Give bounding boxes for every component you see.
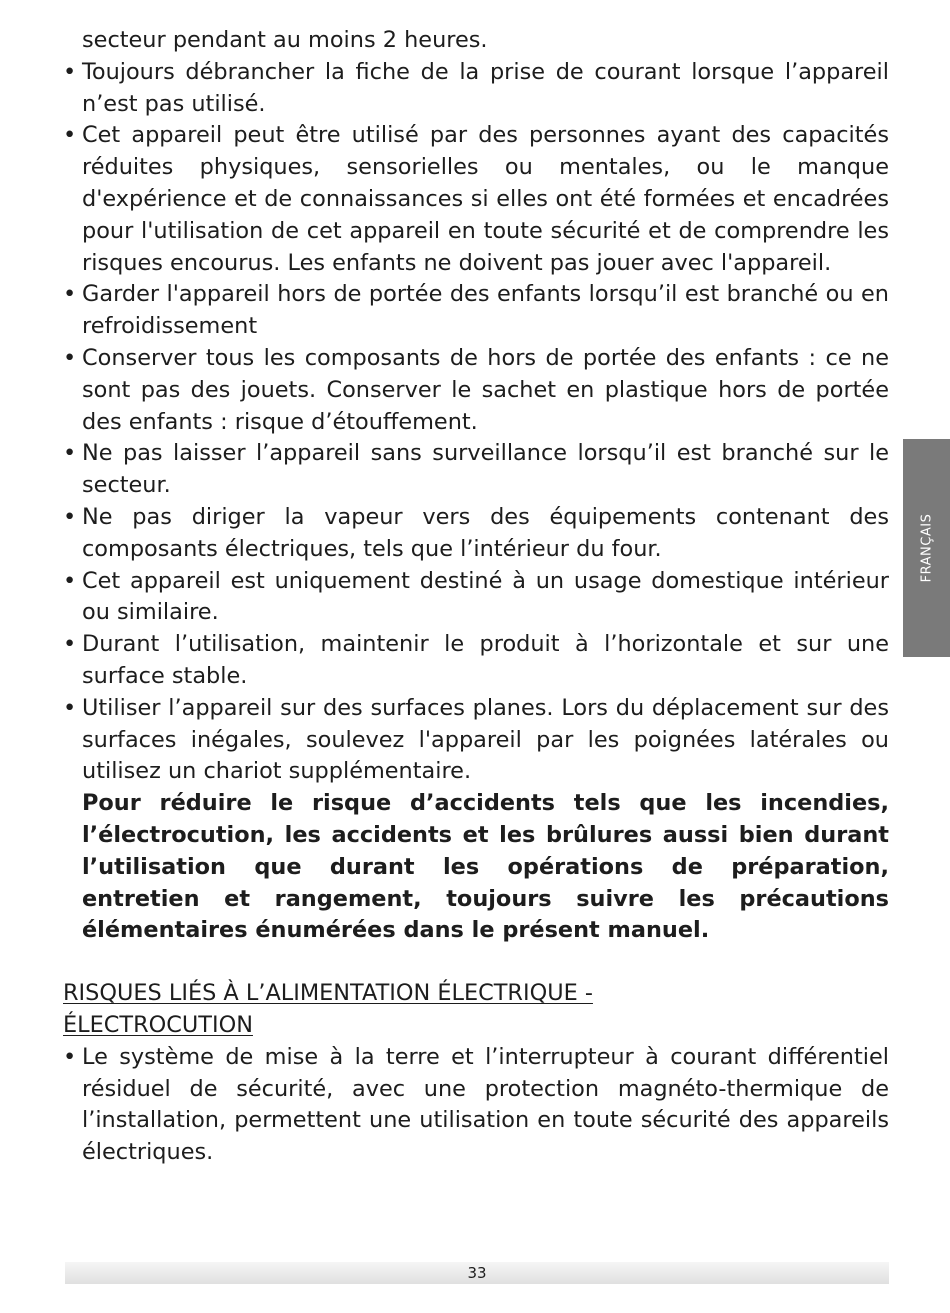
continued-text: secteur pendant au moins 2 heures.: [82, 27, 488, 53]
list-item: • Conserver tous les composants de hors de portée des enfants : ce ne sont pas des jouets. Conserver le sachet en plastique hors de portée des enfants : risque d’étouffement.: [63, 343, 889, 438]
page-number: 33: [467, 1264, 487, 1282]
footer-bar: [65, 1262, 889, 1284]
list-item: • Toujours débrancher la fiche de la prise de courant lorsque l’appareil n’est pas utilisé.: [63, 57, 889, 121]
list-item: • Ne pas laisser l’appareil sans surveillance lorsqu’il est branché sur le secteur.: [63, 438, 889, 502]
safety-list: [63, 57, 889, 788]
list-item: • Cet appareil est uniquement destiné à un usage domestique intérieur ou similaire.: [63, 566, 889, 630]
list-item: • Garder l'appareil hors de portée des enfants lorsqu’il est branché ou en refroidissement: [63, 279, 889, 343]
electrical-risk-list: [63, 1042, 889, 1169]
list-item: • Utiliser l’appareil sur des surfaces planes. Lors du déplacement sur des surfaces inégales, soulevez l'appareil par les poignées latérales ou utilisez un chariot supplémentaire.: [63, 693, 889, 788]
list-item: • Ne pas diriger la vapeur vers des équipements contenant des composants électriques, tels que l’intérieur du four.: [63, 502, 889, 566]
warning-paragraph: Pour réduire le risque d’accidents tels que les incendies, l’électrocution, les accidents et les brûlures aussi bien durant l’utilisation que durant les opérations de préparation, entretien et rangement, toujours suivre les précautions élémentaires énumérées dans le présent manuel.: [82, 790, 889, 944]
list-item: • Le système de mise à la terre et l’interrupteur à courant différentiel résiduel de sécurité, avec une protection magnéto-thermique de l’installation, permettent une utilisation en toute sécurité des appareils électriques.: [63, 1042, 889, 1169]
page-content: [63, 25, 889, 1169]
language-tab: [903, 439, 950, 657]
list-item: • Cet appareil peut être utilisé par des personnes ayant des capacités réduites physiques, sensorielles ou mentales, ou le manque d'expérience et de connaissances si elles ont été formées et encadrées pour l'utilisation de cet appareil en toute sécurité et de comprendre les risques encourus. Les enfants ne doivent pas jouer avec l'appareil.: [63, 120, 889, 279]
section-heading: RISQUES LIÉS À L’ALIMENTATION ÉLECTRIQUE - ÉLECTROCUTION: [63, 980, 593, 1038]
language-tab-label: FRANÇAIS: [919, 513, 934, 583]
list-item: • Durant l’utilisation, maintenir le produit à l’horizontale et sur une surface stable.: [63, 629, 889, 693]
